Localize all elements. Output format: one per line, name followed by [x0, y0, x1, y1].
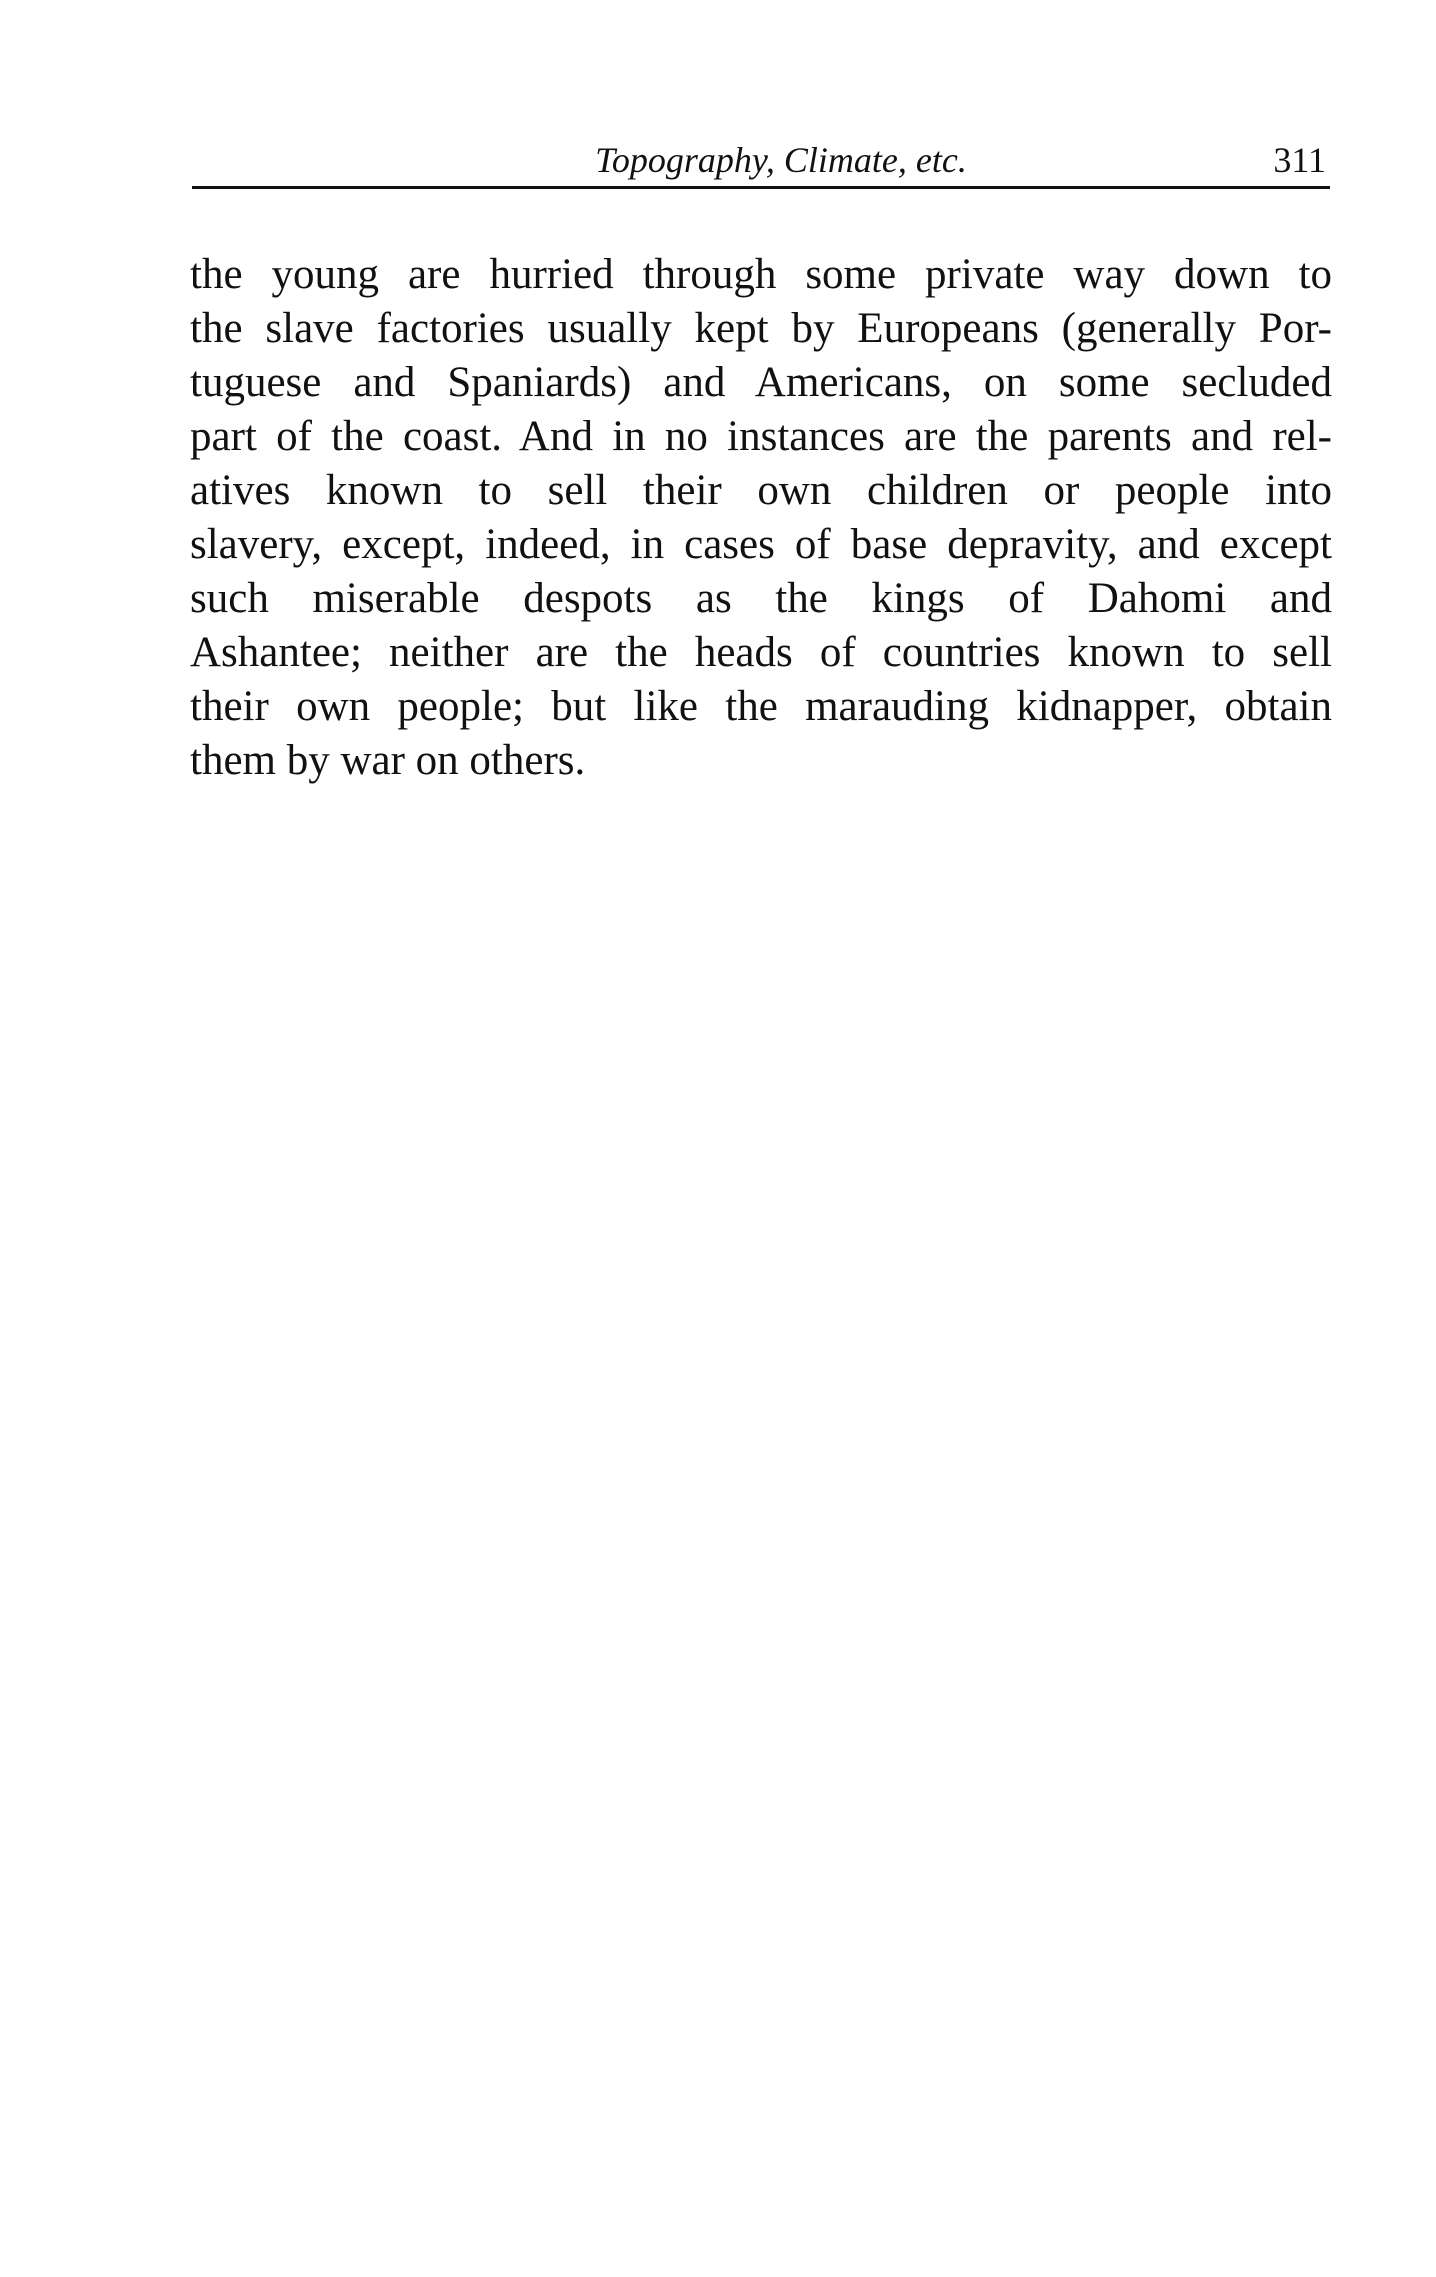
text-line: atives known to sell their own children or people into [190, 467, 1332, 514]
text-line: their own people; but like the marauding kidnapper, obtain [190, 683, 1332, 730]
running-title: Topography, Climate, etc. [595, 140, 967, 180]
page-number: 311 [1273, 140, 1326, 180]
running-head [192, 140, 1330, 189]
text-line: such miserable despots as the kings of Dahomi and [190, 575, 1332, 622]
body-paragraph [190, 248, 1332, 788]
text-line: them by war on others. [190, 737, 586, 784]
text-line: the slave factories usually kept by Europeans (generally Por- [190, 305, 1332, 352]
text-line: the young are hurried through some private way down to [190, 251, 1332, 298]
text-line: Ashantee; neither are the heads of countries known to sell [190, 629, 1332, 676]
text-line: tuguese and Spaniards) and Americans, on some secluded [190, 359, 1332, 406]
text-line: part of the coast. And in no instances are the parents and rel- [190, 413, 1332, 460]
text-line: slavery, except, indeed, in cases of base depravity, and except [190, 521, 1332, 568]
